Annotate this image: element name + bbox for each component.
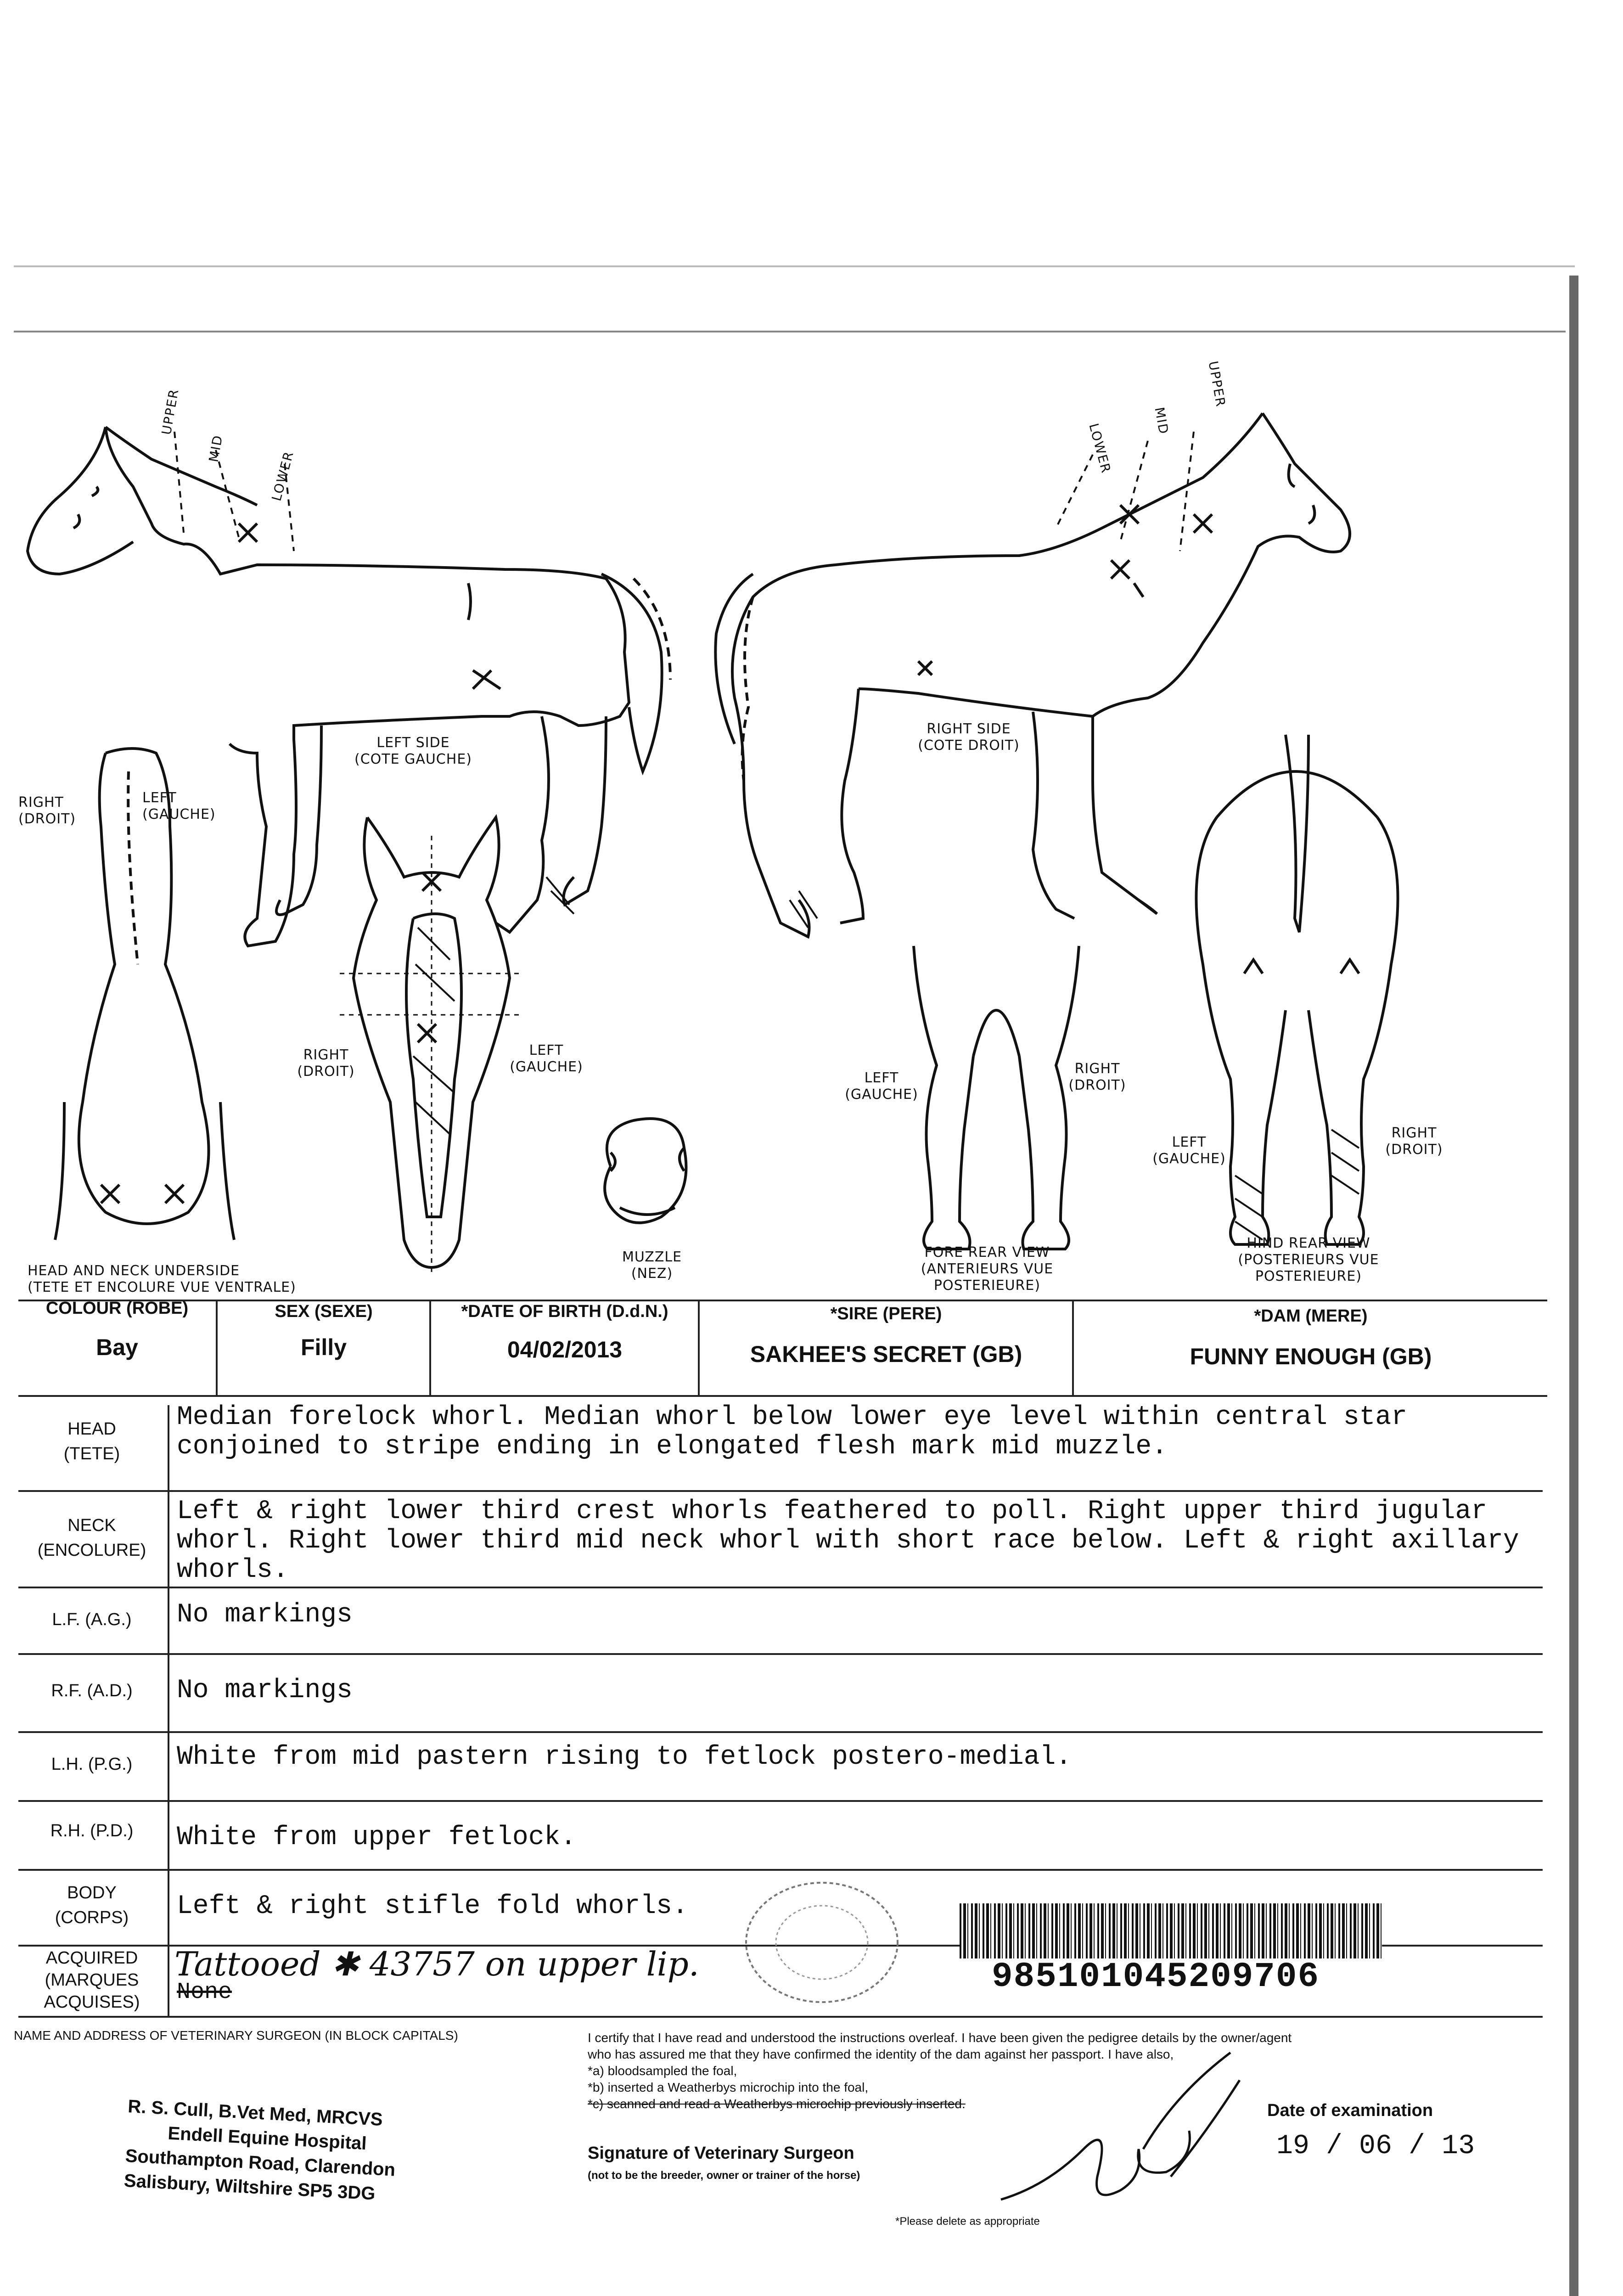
signature-label: Signature of Veterinary Surgeon: [588, 2144, 854, 2163]
underside-left-label: LEFT (GAUCHE): [142, 790, 216, 822]
vet-signature: [992, 2039, 1249, 2213]
left-side-horse: [28, 427, 670, 946]
rh-row-value: White from upper fetlock.: [177, 1823, 577, 1852]
left-side-label: LEFT SIDE (COTE GAUCHE): [354, 735, 472, 767]
row-line-2: [18, 1587, 1543, 1588]
rf-row-value: No markings: [177, 1676, 353, 1705]
dob-value: 04/02/2013: [507, 1337, 623, 1362]
left-neck-mid-label: MID: [206, 433, 226, 463]
hind-caption: HIND REAR VIEW (POSTERIEURS VUE POSTERIEURE): [1238, 1235, 1379, 1284]
vet-heading: NAME AND ADDRESS OF VETERINARY SURGEON (IN BLOCK CAPITALS): [14, 2028, 458, 2043]
head-right-label: RIGHT (DROIT): [297, 1047, 355, 1080]
row-line-6: [18, 1869, 1543, 1871]
sex-value: Filly: [300, 1334, 347, 1360]
row-line-8: [18, 2016, 1543, 2018]
row-line-1: [18, 1490, 1543, 1492]
hind-rear-diagram: [1196, 735, 1398, 1244]
header-top-line: [18, 1300, 1547, 1301]
sex-label: SEX (SEXE): [275, 1302, 373, 1321]
signature-note: (not to be the breeder, owner or trainer of the horse): [588, 2169, 860, 2182]
underside-caption: HEAD AND NECK UNDERSIDE (TETE ET ENCOLURE VUE VENTRALE): [28, 1263, 296, 1295]
dam-label: *DAM (MERE): [1254, 1306, 1368, 1326]
sire-value: SAKHEE'S SECRET (GB): [750, 1341, 1022, 1367]
header-col-4: [1072, 1300, 1074, 1396]
header-bottom-line: [18, 1395, 1547, 1397]
head-row-value: Median forelock whorl. Median whorl below lower eye level within central star conjoined to stripe ending in elongated flesh mark mid muzzle.: [177, 1402, 1408, 1462]
row-line-3: [18, 1653, 1543, 1655]
header-col-1: [216, 1300, 218, 1396]
head-row-label: HEAD (TETE): [63, 1419, 120, 1463]
neck-row-label: NECK (ENCOLURE): [37, 1516, 146, 1560]
exam-date-label: Date of examination: [1267, 2101, 1433, 2120]
right-side-horse: [715, 413, 1350, 937]
fore-caption: FORE REAR VIEW (ANTERIEURS VUE POSTERIEURE): [921, 1244, 1054, 1294]
markings-label-col: [168, 1405, 169, 2016]
lh-row-value: White from mid pastern rising to fetlock postero-medial.: [177, 1742, 1072, 1772]
left-neck-lower-label: LOWER: [269, 449, 297, 503]
head-left-label: LEFT (GAUCHE): [510, 1042, 583, 1075]
delete-note: *Please delete as appropriate: [895, 2215, 1040, 2228]
acquired-struck-none: None: [177, 1979, 232, 2005]
right-side-label: RIGHT SIDE (COTE DROIT): [918, 721, 1020, 754]
microchip-barcode: [960, 1903, 1382, 1958]
lh-row-label: L.H. (P.G.): [51, 1755, 133, 1774]
header-col-3: [698, 1300, 700, 1396]
muzzle-diagram: [605, 1119, 686, 1223]
lf-row-label: L.F. (A.G.): [52, 1610, 132, 1629]
header-col-2: [429, 1300, 431, 1396]
left-neck-upper-label: UPPER: [158, 387, 182, 436]
vet-address: R. S. Cull, B.Vet Med, MRCVS Endell Equine Hospital Southampton Road, Clarendon Salisbury, Wiltshire SP5 3DG: [123, 2096, 396, 2204]
underside-right-label: RIGHT (DROIT): [18, 794, 76, 827]
rf-row-label: R.F. (A.D.): [51, 1681, 133, 1700]
body-row-label: BODY (CORPS): [55, 1883, 129, 1927]
acquired-row-label: ACQUIRED (MARQUES ACQUISES): [44, 1948, 140, 2012]
lf-row-value: No markings: [177, 1600, 353, 1630]
dob-label: *DATE OF BIRTH (D.d.N.): [461, 1302, 668, 1321]
right-neck-upper-label: UPPER: [1205, 360, 1229, 409]
barcode-number: 985101045209706: [992, 1957, 1320, 1997]
hind-left-label: LEFT (GAUCHE): [1152, 1134, 1226, 1167]
certify-text: I certify that I have read and understood the instructions overleaf. I have been given the pedigree details by the owner/agent who has assured me that they have confirmed the identity of the dam against her passport. I have also, *a) bloodsampled the foal, *b) inserted a Weatherbys microchip into the foal, *c) scanned and read a Weatherbys microchip previously inserted.: [588, 2031, 1292, 2111]
row-line-4: [18, 1731, 1543, 1733]
row-line-5: [18, 1800, 1543, 1802]
right-neck-lower-label: LOWER: [1086, 422, 1114, 475]
fore-right-label: RIGHT (DROIT): [1068, 1061, 1126, 1093]
fore-left-label: LEFT (GAUCHE): [845, 1070, 918, 1103]
body-row-value: Left & right stifle fold whorls.: [177, 1891, 688, 1921]
hind-right-label: RIGHT (DROIT): [1385, 1125, 1443, 1158]
dam-value: FUNNY ENOUGH (GB): [1190, 1344, 1432, 1369]
right-neck-mid-label: MID: [1151, 406, 1172, 436]
neck-row-value: Left & right lower third crest whorls feathered to poll. Right upper third jugular whorl. Right lower third mid neck whorl with short race below. Left & right axillary whorls.: [177, 1497, 1519, 1585]
fore-rear-diagram: [914, 946, 1079, 1249]
sire-label: *SIRE (PERE): [830, 1304, 942, 1323]
colour-value: Bay: [96, 1334, 138, 1360]
rh-row-label: R.H. (P.D.): [50, 1821, 134, 1840]
official-stamp: [739, 1874, 904, 2011]
head-front-diagram: [340, 817, 523, 1277]
exam-date-value: 19 / 06 / 13: [1276, 2131, 1475, 2162]
acquired-handwritten: Tattooed ✱ 43757 on upper lip.: [174, 1945, 699, 1983]
colour-label: COLOUR (ROBE): [45, 1299, 189, 1318]
muzzle-label: MUZZLE (NEZ): [622, 1249, 682, 1282]
